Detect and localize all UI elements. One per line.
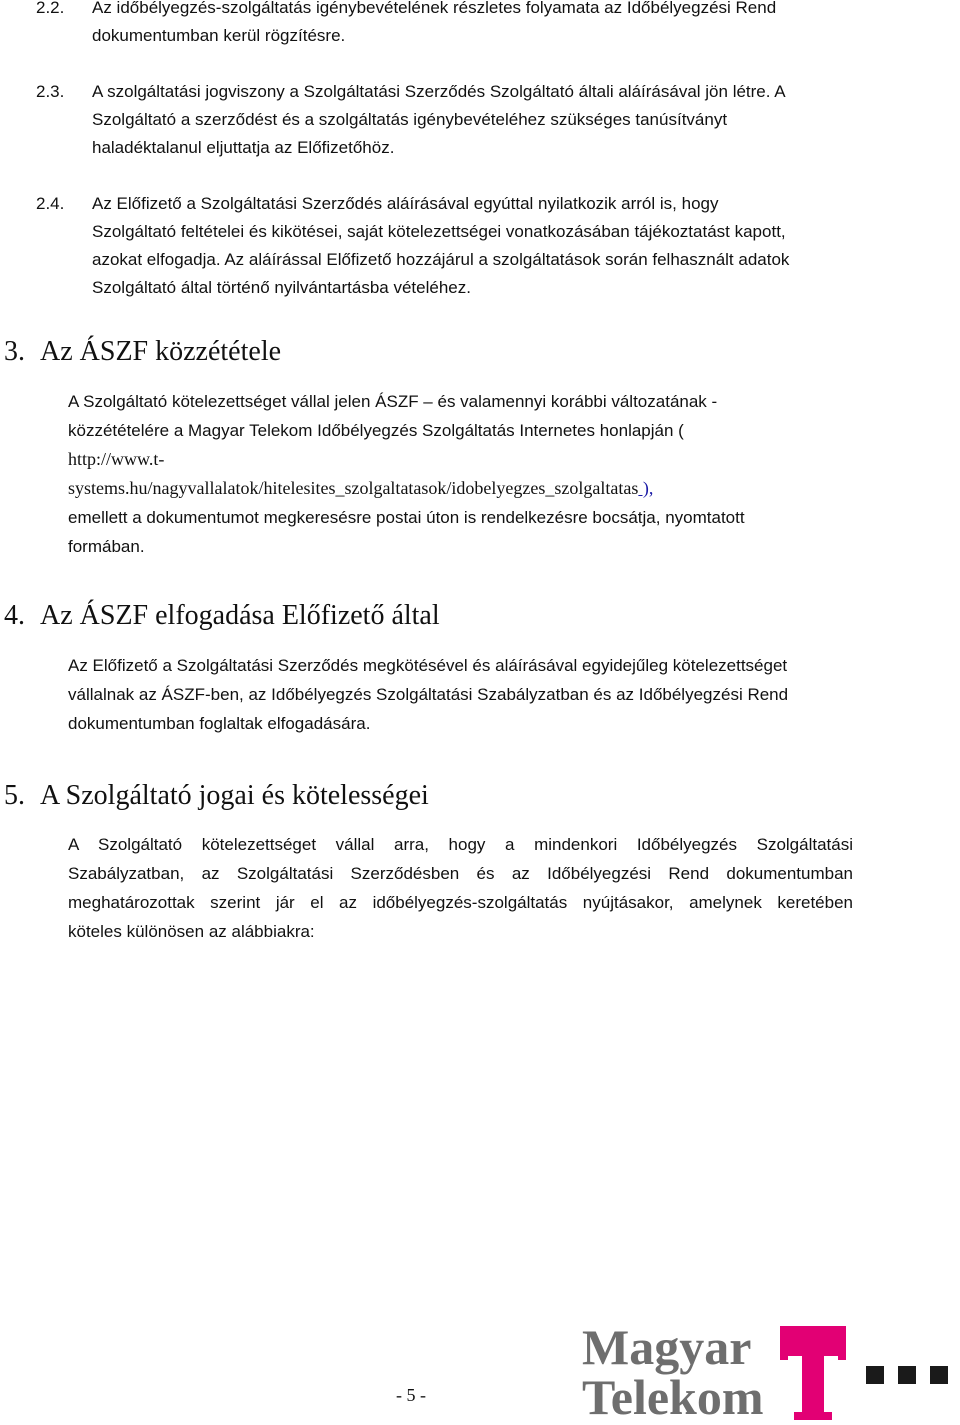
url-text: systems.hu/nagyvallalatok/hitelesites_szolgaltatasok/idobelyegzes_szolgaltatas <box>68 478 639 498</box>
text-line: dokumentumban kerül rögzítésre. <box>92 26 346 45</box>
section-2-2 <box>36 0 916 54</box>
text-line: formában. <box>68 537 145 556</box>
text-line: köteles különösen az alábbiakra: <box>68 922 315 941</box>
text-line: Szabályzatban, az Szolgáltatási Szerződésben és az Időbélyegzési Rend dokumentumban <box>68 864 853 883</box>
heading-section-3 <box>4 334 281 370</box>
page-number: - 5 - <box>396 1385 426 1405</box>
section-text <box>92 190 789 302</box>
logo-line-2: Telekom <box>582 1369 764 1425</box>
logo-line-1: Magyar <box>582 1319 752 1375</box>
t-serif-left <box>780 1326 788 1360</box>
text-line: Az időbélyegzés-szolgáltatás igénybevételének részletes folyamata az Időbélyegzési Rend <box>92 0 777 17</box>
heading-title: Az ÁSZF közzététele <box>40 336 282 367</box>
heading-number: 4. <box>4 600 25 631</box>
section-number: 2.4. <box>36 194 65 213</box>
heading-number: 3. <box>4 336 25 367</box>
paragraph-section-5 <box>68 830 853 946</box>
heading-title: Az ÁSZF elfogadása Előfizető által <box>40 600 440 631</box>
heading-section-5 <box>4 778 429 814</box>
telekom-t-logo-icon <box>780 1326 958 1420</box>
heading-title: A Szolgáltató jogai és kötelességei <box>40 780 429 811</box>
url-link[interactable]: ), <box>638 478 654 498</box>
section-number: 2.2. <box>36 0 65 17</box>
text-line: azokat elfogadja. Az aláírással Előfizető hozzájárul a szolgáltatások során felhasznált adatok <box>92 250 790 269</box>
text-line: Szolgáltató a szerződést és a szolgáltatás igénybevételéhez szükséges tanúsítványt <box>92 110 728 129</box>
text-line: dokumentumban foglaltak elfogadására. <box>68 714 371 733</box>
t-serif-right <box>838 1326 846 1360</box>
section-2-3 <box>36 78 916 168</box>
digit-square-icon <box>930 1366 948 1384</box>
url-line: http://www.t- <box>68 449 165 469</box>
paragraph-section-3 <box>68 387 745 561</box>
text-line: meghatározottak szerint jár el az időbélyegzés-szolgáltatás nyújtásakor, amelynek keretében <box>68 893 853 912</box>
text-line: Szolgáltató feltételei és kikötései, saját kötelezettségei vonatkozásában tájékoztatást kapott, <box>92 222 786 241</box>
text-line: haladéktalanul eljuttatja az Előfizetőhöz. <box>92 138 395 157</box>
section-text <box>92 78 786 162</box>
text-line: emellett a dokumentumot megkeresésre postai úton is rendelkezésre bocsátja, nyomtatott <box>68 508 745 527</box>
digit-square-icon <box>866 1366 884 1384</box>
paragraph-section-4 <box>68 651 788 738</box>
text-line: vállalnak az ÁSZF-ben, az Időbélyegzés Szolgáltatási Szabályzatban és az Időbélyegzési Rend <box>68 685 789 704</box>
heading-section-4 <box>4 598 440 634</box>
section-2-4 <box>36 190 916 310</box>
url-line <box>68 474 745 503</box>
text-line: A Szolgáltató kötelezettséget vállal arra, hogy a mindenkori Időbélyegzés Szolgáltatási <box>68 835 853 854</box>
magyar-telekom-logo-text <box>582 1319 764 1425</box>
heading-number: 5. <box>4 780 25 811</box>
section-text <box>92 0 776 50</box>
digit-square-icon <box>898 1366 916 1384</box>
text-line: közzétételére a Magyar Telekom Időbélyegzés Szolgáltatás Internetes honlapján ( <box>68 421 684 440</box>
t-stem <box>802 1326 824 1420</box>
text-line: Az Előfizető a Szolgáltatási Szerződés megkötésével és aláírásával egyidejűleg kötelezettséget <box>68 656 788 675</box>
text-line: A szolgáltatási jogviszony a Szolgáltatási Szerződés Szolgáltató általi aláírásával jön létre. A <box>92 82 786 101</box>
text-line: A Szolgáltató kötelezettséget vállal jelen ÁSZF – és valamennyi korábbi változatának - <box>68 392 718 411</box>
t-foot <box>794 1412 832 1420</box>
section-number: 2.3. <box>36 82 65 101</box>
text-line: Az Előfizető a Szolgáltatási Szerződés aláírásával egyúttal nyilatkozik arról is, hogy <box>92 194 719 213</box>
text-line: Szolgáltató által történő nyilvántartásba vételéhez. <box>92 278 471 297</box>
